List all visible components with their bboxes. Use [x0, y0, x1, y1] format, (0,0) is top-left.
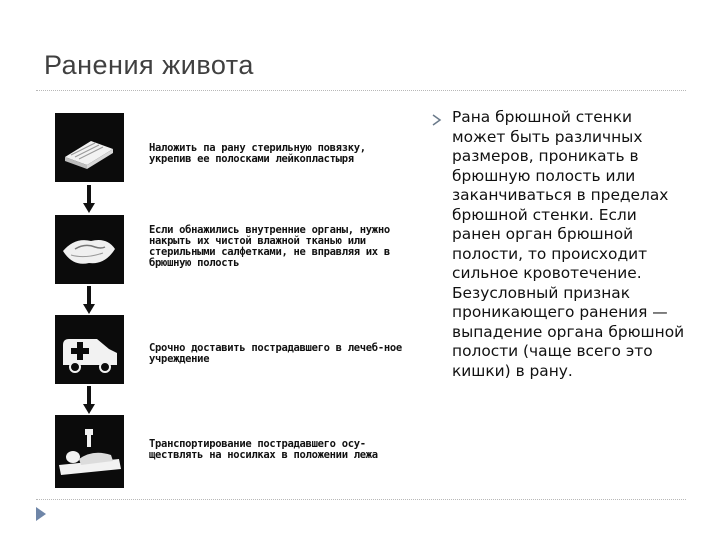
first-aid-flowchart [55, 113, 405, 488]
footer-divider [36, 499, 686, 500]
cloth-icon [55, 215, 124, 284]
stretcher-patient-icon [55, 415, 124, 488]
title-divider [36, 90, 686, 91]
next-slide-arrow-icon[interactable] [35, 506, 47, 527]
bullet-arrow-icon [432, 113, 442, 131]
down-arrow-icon [83, 386, 95, 414]
down-arrow-icon [83, 286, 95, 314]
slide-body-text: Рана брюшной стенки может быть различных размеров, проникать в брюшную полость или заканчиваться в пределах брюшной стенки. Если ранен орган брюшной полости, то происходит сильное кровотечение. Безусловный признак проникающего ранения — выпадение органа брюшной полости (чаще всего это кишки) в рану. [452, 108, 685, 380]
ambulance-icon [55, 315, 124, 384]
down-arrow-icon [83, 185, 95, 213]
step-text: Транспортирование пострадавшего осу-ществлять на носилках в положении лежа [149, 438, 378, 461]
step-text: Наложить па рану стерильную повязку, укрепив ее полосками лейкопластыря [149, 142, 366, 165]
step-text: Срочно доставить пострадавшего в лечеб-ное учреждение [149, 342, 402, 365]
slide-title: Ранения живота [44, 50, 254, 80]
bandage-icon [55, 113, 124, 182]
step-text: Если обнажились внутренние органы, нужно накрыть их чистой влажной тканью или стерильными салфетками, не вправляя их в брюшную полость [149, 224, 390, 269]
